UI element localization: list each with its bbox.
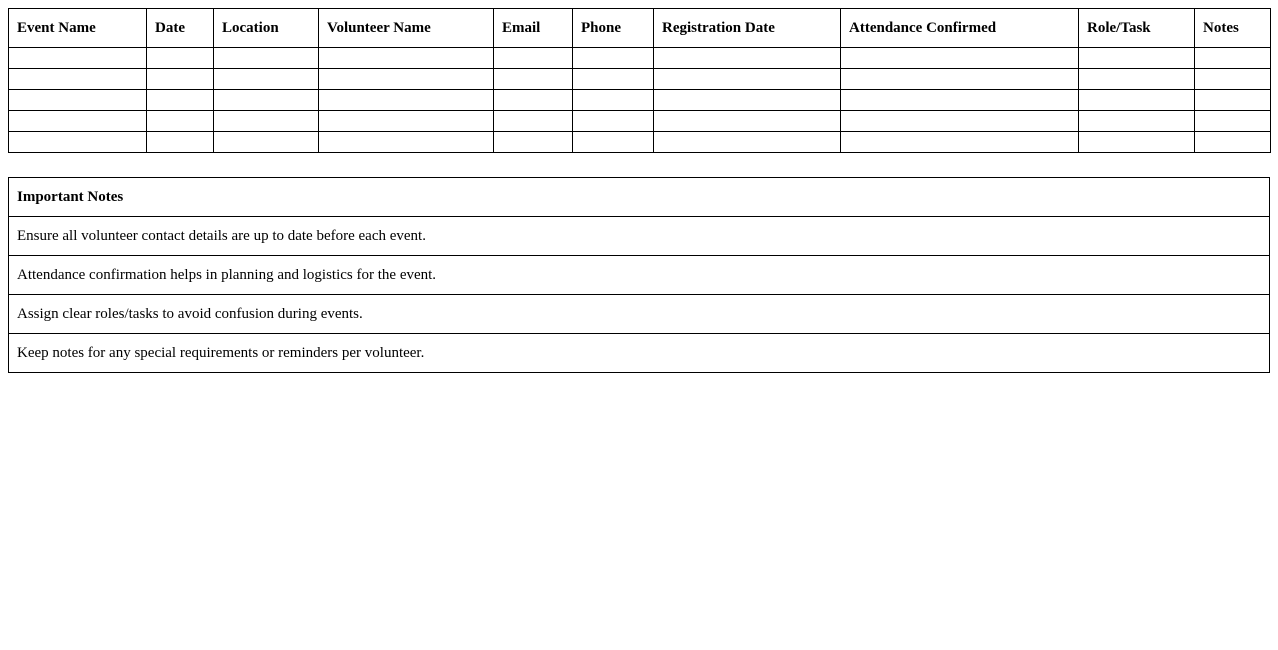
table-cell[interactable] <box>319 90 494 111</box>
table-row <box>9 69 1271 90</box>
table-cell[interactable] <box>654 48 841 69</box>
header-phone: Phone <box>573 9 654 48</box>
header-event-name: Event Name <box>9 9 147 48</box>
table-cell[interactable] <box>841 111 1079 132</box>
table-cell[interactable] <box>1079 111 1195 132</box>
table-cell[interactable] <box>319 48 494 69</box>
header-notes: Notes <box>1195 9 1271 48</box>
table-cell[interactable] <box>319 132 494 153</box>
note-item: Attendance confirmation helps in planning and logistics for the event. <box>9 256 1270 295</box>
header-location: Location <box>214 9 319 48</box>
table-cell[interactable] <box>841 132 1079 153</box>
header-role-task: Role/Task <box>1079 9 1195 48</box>
volunteer-tracker-table <box>8 8 1271 153</box>
table-cell[interactable] <box>841 69 1079 90</box>
table-cell[interactable] <box>654 111 841 132</box>
table-cell[interactable] <box>654 132 841 153</box>
table-cell[interactable] <box>1079 90 1195 111</box>
header-date: Date <box>147 9 214 48</box>
note-item: Keep notes for any special requirements or reminders per volunteer. <box>9 334 1270 373</box>
table-cell[interactable] <box>214 69 319 90</box>
table-cell[interactable] <box>573 48 654 69</box>
table-cell[interactable] <box>841 90 1079 111</box>
table-cell[interactable] <box>9 90 147 111</box>
header-email: Email <box>494 9 573 48</box>
note-item: Ensure all volunteer contact details are up to date before each event. <box>9 217 1270 256</box>
table-cell[interactable] <box>147 69 214 90</box>
table-cell[interactable] <box>573 111 654 132</box>
table-cell[interactable] <box>214 111 319 132</box>
table-cell[interactable] <box>573 90 654 111</box>
notes-row <box>9 217 1270 256</box>
table-cell[interactable] <box>214 90 319 111</box>
header-volunteer-name: Volunteer Name <box>319 9 494 48</box>
table-cell[interactable] <box>494 132 573 153</box>
table-cell[interactable] <box>319 69 494 90</box>
table-row <box>9 48 1271 69</box>
table-cell[interactable] <box>214 48 319 69</box>
table-cell[interactable] <box>1079 69 1195 90</box>
notes-row <box>9 295 1270 334</box>
table-cell[interactable] <box>494 48 573 69</box>
table-cell[interactable] <box>573 69 654 90</box>
notes-row <box>9 334 1270 373</box>
table-cell[interactable] <box>9 132 147 153</box>
table-cell[interactable] <box>654 90 841 111</box>
table-header-row <box>9 9 1271 48</box>
table-cell[interactable] <box>1079 132 1195 153</box>
table-cell[interactable] <box>494 111 573 132</box>
table-cell[interactable] <box>147 111 214 132</box>
table-cell[interactable] <box>494 90 573 111</box>
table-cell[interactable] <box>147 48 214 69</box>
table-cell[interactable] <box>1195 48 1271 69</box>
header-registration-date: Registration Date <box>654 9 841 48</box>
table-cell[interactable] <box>9 48 147 69</box>
table-cell[interactable] <box>841 48 1079 69</box>
table-row <box>9 111 1271 132</box>
table-cell[interactable] <box>573 132 654 153</box>
table-cell[interactable] <box>9 111 147 132</box>
table-cell[interactable] <box>9 69 147 90</box>
table-cell[interactable] <box>1195 132 1271 153</box>
important-notes-table <box>8 177 1270 373</box>
table-cell[interactable] <box>1195 90 1271 111</box>
note-item: Assign clear roles/tasks to avoid confusion during events. <box>9 295 1270 334</box>
notes-header-row <box>9 178 1270 217</box>
table-cell[interactable] <box>147 132 214 153</box>
table-cell[interactable] <box>1195 69 1271 90</box>
table-cell[interactable] <box>654 69 841 90</box>
table-cell[interactable] <box>1195 111 1271 132</box>
table-cell[interactable] <box>319 111 494 132</box>
table-row <box>9 132 1271 153</box>
table-cell[interactable] <box>494 69 573 90</box>
notes-row <box>9 256 1270 295</box>
table-cell[interactable] <box>147 90 214 111</box>
table-row <box>9 90 1271 111</box>
table-cell[interactable] <box>214 132 319 153</box>
header-attendance-confirmed: Attendance Confirmed <box>841 9 1079 48</box>
notes-title: Important Notes <box>9 178 1270 217</box>
table-cell[interactable] <box>1079 48 1195 69</box>
